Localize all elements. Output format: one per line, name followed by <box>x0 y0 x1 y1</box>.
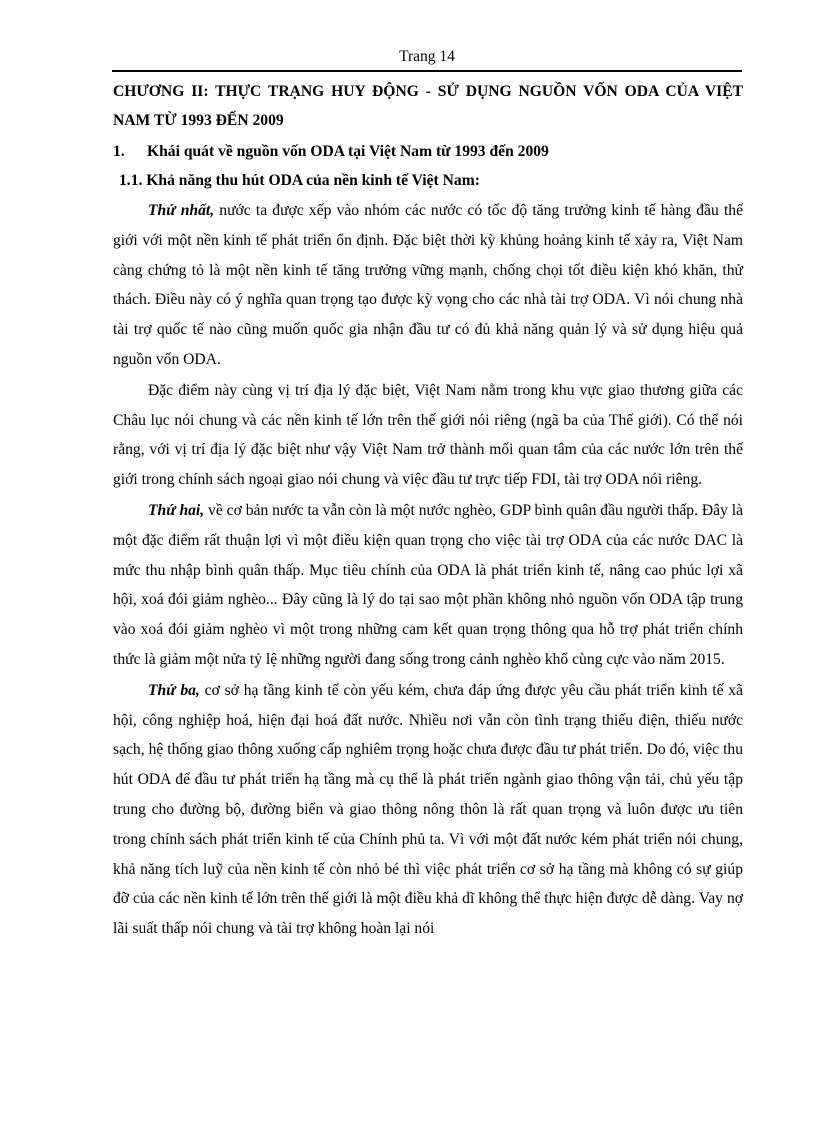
paragraph-second-point <box>113 496 743 675</box>
paragraph-third-point <box>113 676 743 944</box>
section-title: Khái quát về nguồn vốn ODA tại Việt Nam từ 1993 đến 2009 <box>147 143 549 160</box>
paragraph-text: cơ sở hạ tầng kinh tế còn yếu kém, chưa đáp ứng được yêu cầu phát triển kinh tế xã hội, công nghiệp hoá, hiện đại hoá đất nước. Nhiều nơi vẫn còn tình trạng thiếu điện, thiếu nước sạch, hệ thống giao thông xuống cấp nghiêm trọng hoặc chưa được đầu tư phát triển. Do đó, việc thu hút ODA để đầu tư phát triển hạ tầng mà cụ thể là phát triển ngành giao thông vận tải, chủ yếu tập trung cho đường bộ, đường biển và giao thông nông thôn là rất quan trọng và luôn được ưu tiên trong chính sách phát triển kinh tế của Chính phủ ta. Vì với một đất nước kém phát triển nói chung, khả năng tích luỹ của nền kinh tế còn nhỏ bé thì việc phát triển cơ sở hạ tầng mà không có sự giúp đỡ của các nền kinh tế lớn trên thế giới là một điều khả dĩ không thể thực hiện được dễ dàng. Vay nợ lãi suất thấp nói chung và tài trợ không hoàn lại nói <box>113 681 744 938</box>
paragraph-lead: Thứ hai, <box>148 501 205 519</box>
subsection-heading-1-1: 1.1. Khả năng thu hút ODA của nền kinh tế Việt Nam: <box>119 172 480 189</box>
paragraph-text: nước ta được xếp vào nhóm các nước có tốc độ tăng trưởng kinh tế hàng đầu thế giới với một nền kinh tế phát triển ổn định. Đặc biệt thời kỳ khủng hoảng kinh tế xảy ra, Việt Nam càng chứng tỏ là một nền kinh tế tăng trưởng vững mạnh, chống chọi tốt điều kiện khó khăn, thử thách. Điều này có ý nghĩa quan trọng tạo được kỳ vọng cho các nhà tài trợ ODA. Vì nói chung nhà tài trợ quốc tế nào cũng muốn quốc gia nhận đầu tư có đủ khả năng quản lý và sử dụng hiệu quả nguồn vốn ODA. <box>113 202 743 368</box>
paragraph-lead: Thứ ba, <box>148 681 200 699</box>
section-number: 1. <box>113 143 125 160</box>
paragraph-text: về cơ bản nước ta vẫn còn là một nước nghèo, GDP bình quân đầu người thấp. Đây là một đặc điểm rất thuận lợi vì một điều kiện quan trọng cho việc tài trợ ODA của các nước DAC là mức thu nhập bình quân thấp. Mục tiêu chính của ODA là phát triển kinh tế, nâng cao phúc lợi xã hội, xoá đói giảm nghèo... Đây cũng là lý do tại sao một phần không nhỏ nguồn vốn ODA tập trung vào xoá đói giảm nghèo vì một trong những cam kết quan trọng thông qua hỗ trợ phát triển chính thức là giảm một nửa tỷ lệ những người đang sống trong cảnh nghèo khổ cùng cực vào năm 2015. <box>113 501 744 668</box>
paragraph-text: Đặc điểm này cùng vị trí địa lý đặc biệt, Việt Nam nằm trong khu vực giao thương giữa các Châu lục nói chung và các nền kinh tế lớn trên thế giới nói riêng (ngã ba của Thế giới). Có thể nói rằng, với vị trí địa lý đặc biệt như vậy Việt Nam trở thành mối quan tâm của các nước lớn trên thế giới trong chính sách ngoại giao nói chung và việc đầu tư trực tiếp FDI, tài trợ ODA nói riêng. <box>113 381 743 489</box>
section-heading-1 <box>113 137 743 166</box>
paragraph-geography <box>113 376 743 495</box>
paragraph-first-point <box>113 196 743 375</box>
page-number-header: Trang 14 <box>399 48 455 65</box>
chapter-title: CHƯƠNG II: THỰC TRẠNG HUY ĐỘNG - SỬ DỤNG NGUỒN VỐN ODA CỦA VIỆT NAM TỪ 1993 ĐẾN 2009 <box>113 83 743 129</box>
document-body <box>113 77 743 944</box>
header-divider <box>112 70 742 72</box>
paragraph-lead: Thứ nhất, <box>148 202 215 219</box>
